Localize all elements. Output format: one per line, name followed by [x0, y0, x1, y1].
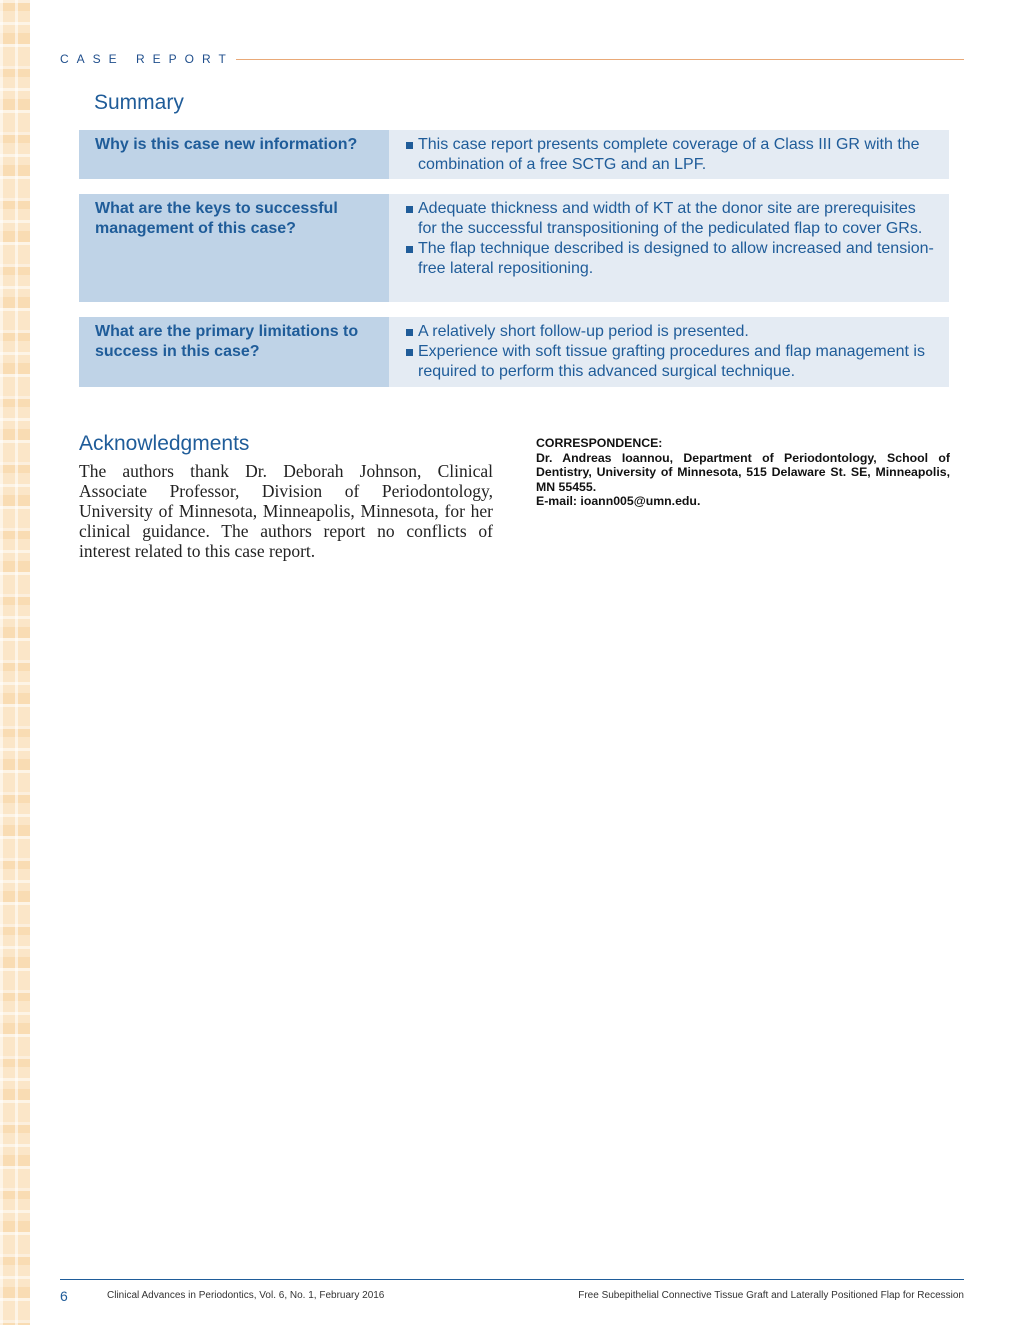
correspondence-email: E-mail: ioann005@umn.edu.: [536, 494, 701, 508]
correspondence-address: Dr. Andreas Ioannou, Department of Periodontology, School of Dentistry, University of Minnesota, 515 Delaware St. SE, Minneapolis, MN 55455.: [536, 450, 950, 494]
summary-title: Summary: [94, 91, 184, 114]
summary-bullet: A relatively short follow-up period is presented.: [405, 322, 937, 342]
summary-row-limitations: [79, 317, 949, 387]
summary-row-keys-to-success: [79, 194, 949, 302]
summary-question: What are the primary limitations to success in this case?: [79, 317, 389, 387]
correspondence-label: CORRESPONDENCE:: [536, 436, 663, 450]
acknowledgments-text: The authors thank Dr. Deborah Johnson, Clinical Associate Professor, Division of Periodontology, University of Minnesota, Minneapolis, Minnesota, for her clinical guidance. The authors report no conflicts of interest related to this case report.: [79, 461, 493, 561]
footer-rule: [60, 1279, 964, 1280]
summary-answer: [389, 317, 949, 387]
summary-answer: [389, 130, 949, 179]
summary-bullet: This case report presents complete coverage of a Class III GR with the combination of a free SCTG and an LPF.: [405, 135, 937, 175]
summary-answer: [389, 194, 949, 302]
summary-bullet: The flap technique described is designed to allow increased and tension-free lateral repositioning.: [405, 239, 937, 279]
correspondence-block: [536, 436, 950, 509]
running-head: CASE REPORT: [60, 52, 234, 66]
summary-row-new-information: [79, 130, 949, 179]
journal-citation: Clinical Advances in Periodontics, Vol. 6, No. 1, February 2016: [107, 1290, 385, 1301]
article-running-title: Free Subepithelial Connective Tissue Graft and Laterally Positioned Flap for Recession: [578, 1290, 964, 1301]
header-rule: [236, 59, 964, 60]
decorative-side-strip: [0, 0, 30, 1325]
page-number: 6: [60, 1288, 68, 1304]
summary-bullet: Adequate thickness and width of KT at the donor site are prerequisites for the successful transpositioning of the pediculated flap to cover GRs.: [405, 199, 937, 239]
acknowledgments-title: Acknowledgments: [79, 432, 250, 455]
summary-bullet: Experience with soft tissue grafting procedures and flap management is required to perform this advanced surgical technique.: [405, 342, 937, 382]
summary-question: What are the keys to successful management of this case?: [79, 194, 389, 302]
summary-question: Why is this case new information?: [79, 130, 389, 179]
